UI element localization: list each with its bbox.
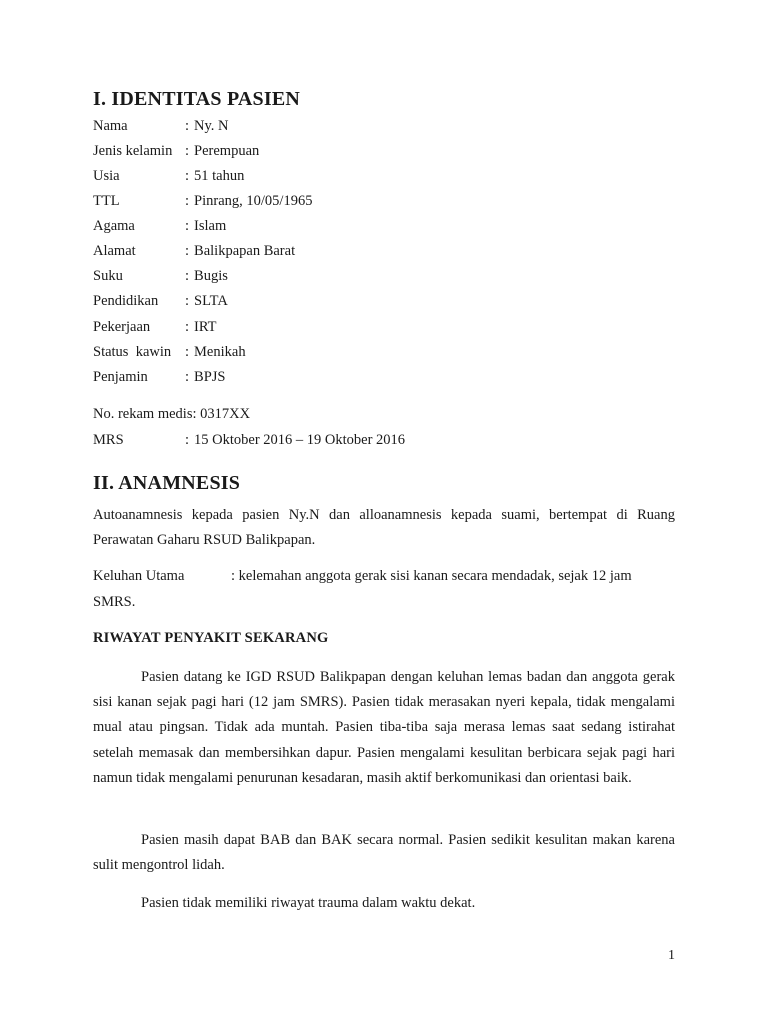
field-value: Pinrang, 10/05/1965 [194,193,313,209]
field-label: Suku [93,268,123,284]
field-label: Status kawin [93,344,172,360]
keluhan-value: : kelemahan anggota gerak sisi kanan secara mendadak, sejak 12 jam [231,568,632,584]
field-value: Perempuan [194,143,260,159]
field-label: TTL [93,193,120,209]
rps-paragraph: Pasien masih dapat BAB dan BAK secara normal. Pasien sedikit kesulitan makan karena sulit mengontrol lidah. [93,832,675,874]
rps-paragraph: Pasien datang ke IGD RSUD Balikpapan dengan keluhan lemas badan dan anggota gerak sisi kanan sejak pagi hari (12 jam SMRS). Pasien tidak merasakan nyeri kepala, tidak mengalami mual atau pingsan. Tidak ada muntah. Pasien tiba-tiba saja merasa lemas saat sedang istirahat setelah memasak dan membersihkan dapur. Pasien mengalami kesulitan berbicara sejak pagi hari namun tidak mengalami penurunan kesadaran, masih aktif berkomunikasi dan orientasi baik. [93,669,675,786]
keluhan-continuation: SMRS. [93,594,136,610]
field-label: Agama [93,218,135,234]
field-value: Balikpapan Barat [194,243,296,259]
rekam-medis-line: No. rekam medis: 0317XX [93,406,251,422]
document-page: I. IDENTITAS PASIEN Nama : Ny. N Jenis kelamin : Perempuan Usia : 51 tahun TTL : Pinrang, 10/05/1965 Agama : Islam Alamat : Balikpapan Barat Suku : Bugis Pendidikan : SLTA Pekerjaan : IRT Status kawin : Menikah Penjamin : BPJS No. rekam medis: 0317XX MRS : 15 Oktober 2016 – 19 Oktober 2016 II. ANAMNESIS Autoanamnesis kepada pasien Ny.N dan alloanamnesis kepada suami, bertempat di Ruang Perawatan Gaharu RSUD Balikpapan. Keluhan Utama : kelemahan anggota gerak sisi kanan secara mendadak, sejak 12 jam SMRS. RIWAYAT PENYAKIT SEKARANG Pasien datang ke IGD RSUD Balikpapan dengan keluhan lemas badan dan anggota gerak sisi kanan sejak pagi hari (12 jam SMRS). Pasien tidak merasakan nyeri kepala, tidak mengalami mual atau pingsan. Tidak ada muntah. Pasien tiba-tiba saja merasa lemas saat sedang istirahat setelah memasak dan membersihkan dapur. Pasien mengalami kesulitan berbicara sejak pagi hari namun tidak mengalami penurunan kesadaran, masih aktif berkomunikasi dan orientasi baik. Pasien masih dapat BAB dan BAK secara normal. Pasien sedikit kesulitan makan karena sulit mengontrol lidah. Pasien tidak memiliki riwayat trauma dalam waktu dekat. 1 [93,88,675,963]
field-label: Nama [93,118,128,134]
field-label: MRS [93,432,124,448]
field-label: Penjamin [93,369,148,385]
anamnesis-intro-paragraph: Autoanamnesis kepada pasien Ny.N dan alloanamnesis kepada suami, bertempat di Ruang Perawatan Gaharu RSUD Balikpapan. [93,507,675,549]
field-value: SLTA [194,293,228,309]
field-label: Pendidikan [93,293,159,309]
field-label: Jenis kelamin [93,143,173,159]
section-title-identitas: I. IDENTITAS PASIEN [93,88,301,110]
field-label: Usia [93,168,120,184]
page-number: 1 [668,948,675,963]
field-value: Islam [194,218,227,234]
section-title-anamnesis: II. ANAMNESIS [93,472,241,494]
field-value: Bugis [194,268,228,284]
field-value: IRT [194,319,217,335]
field-value: BPJS [194,369,226,385]
rps-heading: RIWAYAT PENYAKIT SEKARANG [93,630,329,646]
field-label: Pekerjaan [93,319,151,335]
keluhan-label: Keluhan Utama [93,568,185,584]
field-value: 15 Oktober 2016 – 19 Oktober 2016 [194,432,406,448]
keluhan-utama-row [93,568,675,588]
field-value: Ny. N [194,118,229,134]
field-value: 51 tahun [194,168,245,184]
field-label: Alamat [93,243,136,259]
rps-paragraph: Pasien tidak memiliki riwayat trauma dalam waktu dekat. [141,895,476,911]
field-value: Menikah [194,344,246,360]
